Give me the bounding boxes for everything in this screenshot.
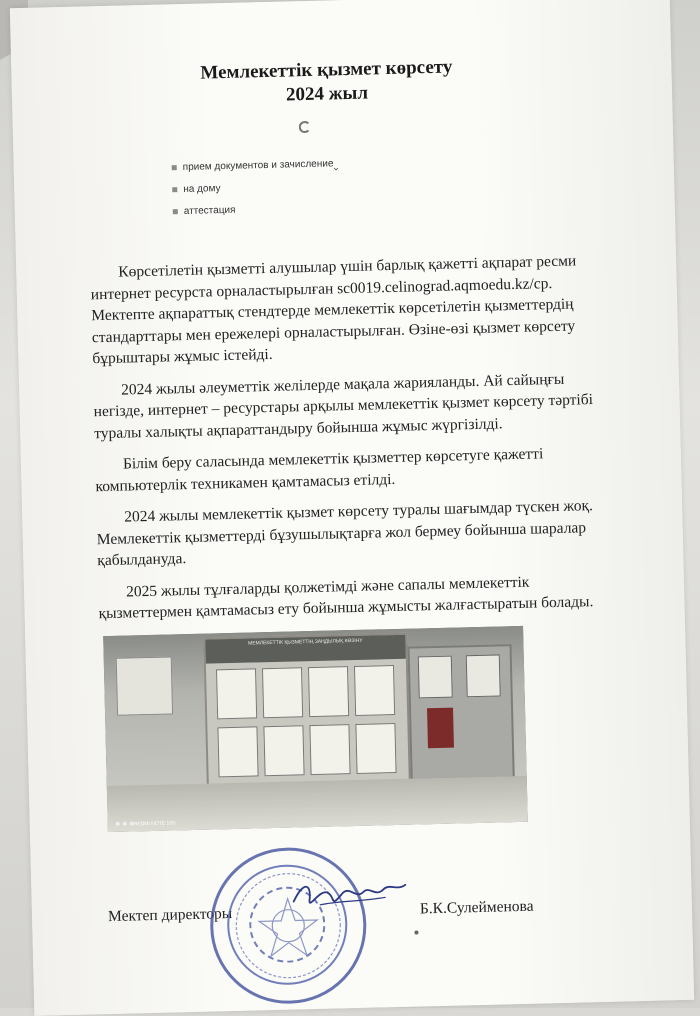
bullet-icon [173,209,178,214]
document-title [161,54,492,110]
board-sheet [216,668,257,719]
title-line-1: Мемлекеттік қызмет көрсету [200,56,453,84]
board-sheet [466,654,501,697]
board-sheet [354,665,395,716]
board-sheet [355,723,396,774]
document-body [90,250,619,635]
bullet-icon [172,187,177,192]
paragraph: 2024 жылы мемлекеттік қызмет көрсету туралы шағымдар түскен жоқ. Мемлекеттік қызметтерді бұзушылықтарға жол бермеу бойынша шаралар қабылдануда. [96,497,594,570]
bullet-label: прием документов и зачисление [182,157,334,173]
ink-dot [414,931,418,935]
photo-red-panel [427,708,454,749]
photo-info-board [203,633,411,792]
signatory-position: Мектеп директоры [107,905,233,926]
photo-left-poster [116,656,173,715]
paragraph: Білім беру саласында мемлекеттік қызметтер көрсетуге қажетті компьютерлік техникамен қамтамасыз етілді. [95,445,544,495]
signatory-name: Б.К.Сулейменова [419,897,534,918]
bullet-icon [172,165,177,170]
info-stand-photo [103,626,528,832]
handwritten-signature [289,869,410,922]
photo-right-board [408,644,515,781]
bullet-label: аттестация [183,204,236,217]
paragraph: Көрсетілетін қызметті алушылар үшін барлық қажетті ақпарат ресми интернет ресурста орналастырылған sc0019.celinograd.aqmoedu.kz/cp. Мектепте ақпараттық стендтерде мемлекеттік көрсетілетін қызметтердің стандарттары мен ережелері орналастырылған. Өзіне-өзі қызмет көрсету бұрыштары жұмыс істейді. [90,252,577,368]
bullet-list [171,152,334,222]
board-sheet [418,656,453,699]
camera-label: REDMI NOTE 10S [133,820,176,828]
document-page [10,0,694,1016]
paragraph: 2025 жылы тұлғаларды қолжетімді және сапалы мемлекеттік қызметтермен қамтамасыз ету бойынша жұмысты жалғастыратын болады. [98,573,594,623]
board-sheet [263,725,304,776]
title-line-2: 2024 жыл [285,82,369,106]
board-sheet [308,666,349,717]
board-header: МЕМЛЕКЕТТІК ҚЫЗМЕТТІҢ ЗАҢДЫЛЫҚ КӨЗІНУ [205,635,406,664]
paragraph: 2024 жылы әлеуметтік желілерде мақала жарияланды. Ай сайыңғы негізде, интернет – ресурстары арқылы мемлекеттік қызмет көрсету тәртібі туралы халықты ақпараттандыру бойынша жұмыс жүргізілді. [93,370,594,442]
chevron-down-icon: ⌄ [331,162,341,174]
photo-dots-icon [116,821,134,825]
board-sheet [217,726,258,777]
board-sheet [262,667,303,718]
bullet-item [173,196,335,222]
bullet-label: на дому [183,182,221,195]
board-sheet [309,724,350,775]
loading-icon [299,121,311,133]
